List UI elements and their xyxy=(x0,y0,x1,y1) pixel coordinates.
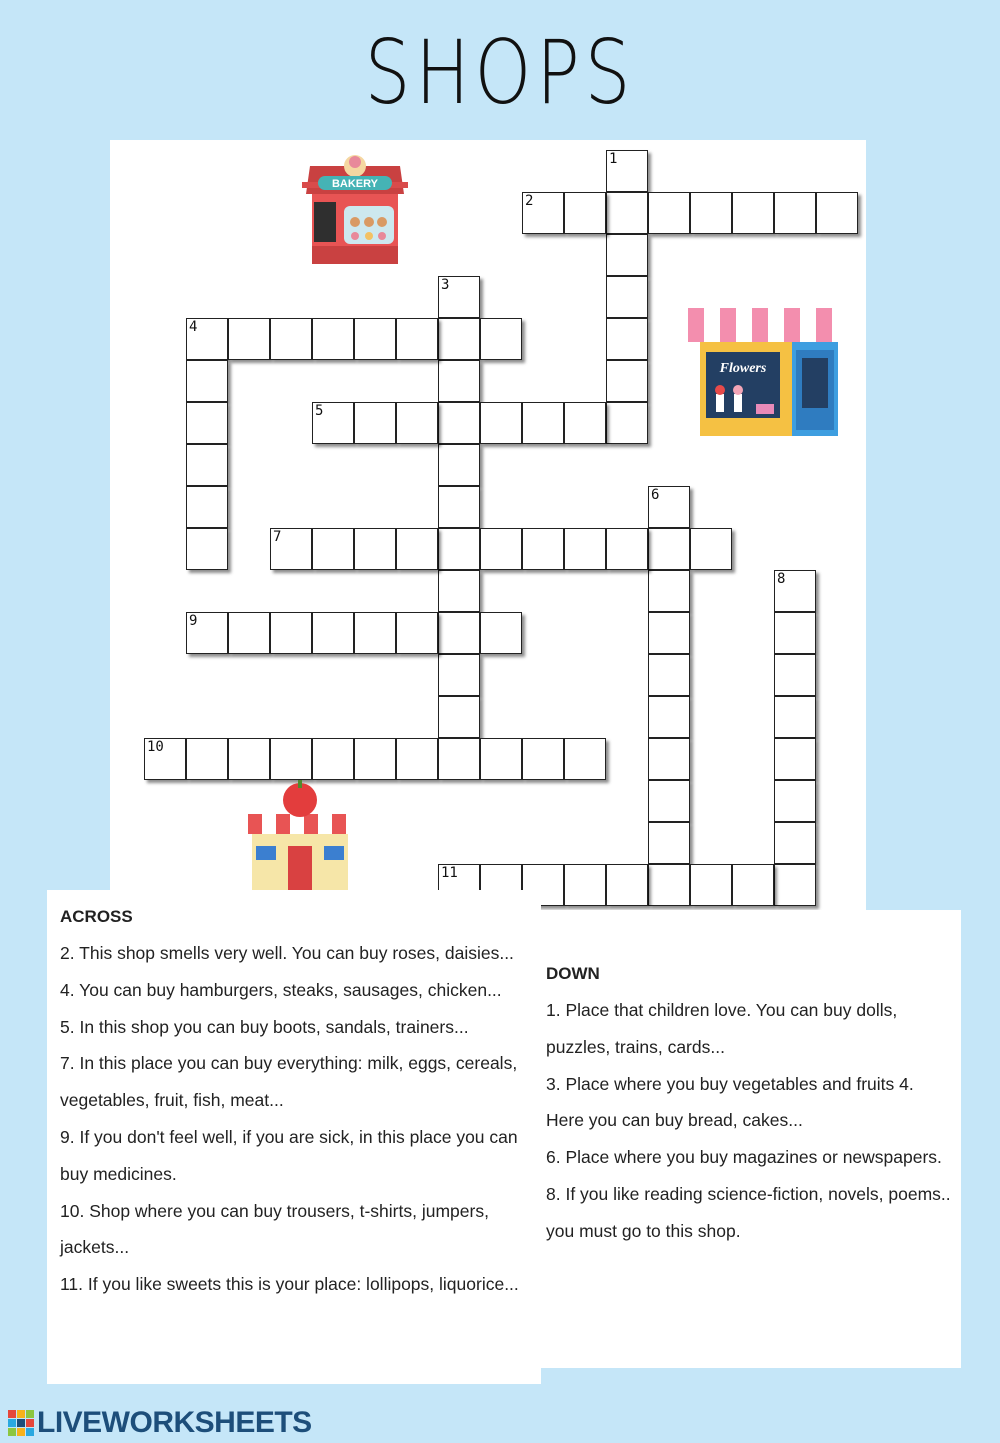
crossword-cell[interactable] xyxy=(438,570,480,612)
crossword-cell[interactable] xyxy=(396,402,438,444)
crossword-cell[interactable] xyxy=(606,864,648,906)
crossword-cell[interactable] xyxy=(522,192,564,234)
crossword-cell[interactable] xyxy=(312,402,354,444)
crossword-cell[interactable] xyxy=(480,738,522,780)
crossword-cell[interactable] xyxy=(480,402,522,444)
crossword-cell[interactable] xyxy=(732,864,774,906)
clue-number: 2 xyxy=(525,193,534,209)
crossword-cell[interactable] xyxy=(396,318,438,360)
crossword-cell[interactable] xyxy=(690,192,732,234)
clue-number: 3 xyxy=(441,277,450,293)
down-clue: 1. Place that children love. You can buy dolls, puzzles, trains, cards... xyxy=(546,1000,898,1057)
crossword-cell[interactable] xyxy=(690,528,732,570)
crossword-cell[interactable] xyxy=(774,570,816,612)
crossword-cell[interactable] xyxy=(186,486,228,528)
across-clues-panel xyxy=(47,890,541,1384)
crossword-cell[interactable] xyxy=(354,738,396,780)
crossword-cell[interactable] xyxy=(144,738,186,780)
crossword-cell[interactable] xyxy=(354,612,396,654)
crossword-cell[interactable] xyxy=(648,528,690,570)
crossword-cell[interactable] xyxy=(438,486,480,528)
down-clues-panel xyxy=(532,910,961,1368)
greengrocer-shop-icon xyxy=(244,780,356,892)
across-clue: 5. In this shop you can buy boots, sandals, trainers... xyxy=(60,1016,469,1037)
crossword-cell[interactable] xyxy=(228,738,270,780)
flower-shop-icon xyxy=(686,306,852,438)
crossword-cell[interactable] xyxy=(606,402,648,444)
clue-number: 4 xyxy=(189,319,198,335)
crossword-cell[interactable] xyxy=(774,780,816,822)
crossword-cell[interactable] xyxy=(648,654,690,696)
clue-number: 9 xyxy=(189,613,198,629)
crossword-cell[interactable] xyxy=(396,738,438,780)
crossword-cell[interactable] xyxy=(816,192,858,234)
crossword-cell[interactable] xyxy=(522,528,564,570)
crossword-cell[interactable] xyxy=(564,402,606,444)
crossword-cell[interactable] xyxy=(438,444,480,486)
crossword-cell[interactable] xyxy=(396,528,438,570)
crossword-cell[interactable] xyxy=(648,822,690,864)
clue-number: 10 xyxy=(147,739,164,755)
crossword-cell[interactable] xyxy=(606,528,648,570)
crossword-cell[interactable] xyxy=(774,654,816,696)
crossword-cell[interactable] xyxy=(270,612,312,654)
crossword-cell[interactable] xyxy=(564,192,606,234)
crossword-cell[interactable] xyxy=(438,528,480,570)
crossword-cell[interactable] xyxy=(480,612,522,654)
crossword-cell[interactable] xyxy=(396,612,438,654)
crossword-cell[interactable] xyxy=(438,360,480,402)
clue-number: 6 xyxy=(651,487,660,503)
page-title: SHOPS xyxy=(364,21,636,124)
crossword-cell[interactable] xyxy=(312,318,354,360)
crossword-cell[interactable] xyxy=(606,276,648,318)
crossword-cell[interactable] xyxy=(228,318,270,360)
svg-text:BAKERY: BAKERY xyxy=(331,178,379,190)
clue-number: 5 xyxy=(315,403,324,419)
crossword-cell[interactable] xyxy=(438,402,480,444)
down-clue-list xyxy=(546,992,951,1250)
crossword-cell[interactable] xyxy=(354,318,396,360)
crossword-cell[interactable] xyxy=(774,696,816,738)
crossword-cell[interactable] xyxy=(186,402,228,444)
bakery-shop-icon xyxy=(302,154,408,266)
crossword-cell[interactable] xyxy=(438,654,480,696)
across-clue: 7. In this place you can buy everything: milk, eggs, cereals, vegetables, fruit, fish, meat... xyxy=(60,1053,518,1111)
clue-number: 7 xyxy=(273,529,282,545)
across-clue: 4. You can buy hamburgers, steaks, sausages, chicken... xyxy=(60,979,502,1000)
down-clue: 8. If you like reading science-fiction, novels, poems.. you must go to this shop. xyxy=(546,1183,951,1241)
crossword-cell[interactable] xyxy=(606,234,648,276)
crossword-cell[interactable] xyxy=(186,738,228,780)
crossword-cell[interactable] xyxy=(438,612,480,654)
across-clue: 2. This shop smells very well. You can buy roses, daisies... xyxy=(60,943,514,963)
crossword-cell[interactable] xyxy=(648,612,690,654)
down-clue: 3. Place where you buy vegetables and fruits 4. Here you can buy bread, cakes... xyxy=(546,1073,914,1131)
crossword-cell[interactable] xyxy=(186,612,228,654)
crossword-cell[interactable] xyxy=(774,192,816,234)
across-clue: 11. If you like sweets this is your place: lollipops, liquorice... xyxy=(60,1274,519,1295)
crossword-cell[interactable] xyxy=(522,738,564,780)
crossword-cell[interactable] xyxy=(564,528,606,570)
logo-mark-icon xyxy=(8,1410,34,1436)
crossword-cell[interactable] xyxy=(312,738,354,780)
crossword-cell[interactable] xyxy=(438,738,480,780)
across-clue: 9. If you don't feel well, if you are sick, in this place you can buy medicines. xyxy=(60,1126,518,1184)
crossword-cell[interactable] xyxy=(564,864,606,906)
crossword-cell[interactable] xyxy=(186,528,228,570)
svg-text:Flowers: Flowers xyxy=(719,361,767,376)
clue-number: 8 xyxy=(777,571,786,587)
crossword-cell[interactable] xyxy=(690,864,732,906)
crossword-cell[interactable] xyxy=(186,318,228,360)
crossword-cell[interactable] xyxy=(186,360,228,402)
crossword-cell[interactable] xyxy=(312,612,354,654)
crossword-cell[interactable] xyxy=(354,528,396,570)
crossword-cell[interactable] xyxy=(270,738,312,780)
down-clue: 6. Place where you buy magazines or newspapers. xyxy=(546,1147,942,1168)
crossword-cell[interactable] xyxy=(774,822,816,864)
across-heading: ACROSS xyxy=(60,907,133,926)
crossword-cell[interactable] xyxy=(774,738,816,780)
crossword-cell[interactable] xyxy=(438,696,480,738)
liveworksheets-logo xyxy=(8,1405,312,1441)
crossword-cell[interactable] xyxy=(438,318,480,360)
crossword-cell[interactable] xyxy=(606,360,648,402)
crossword-cell[interactable] xyxy=(270,318,312,360)
crossword-cell[interactable] xyxy=(732,192,774,234)
crossword-cell[interactable] xyxy=(648,192,690,234)
crossword-cell[interactable] xyxy=(354,402,396,444)
crossword-cell[interactable] xyxy=(774,612,816,654)
crossword-cell[interactable] xyxy=(228,612,270,654)
crossword-cell[interactable] xyxy=(186,444,228,486)
crossword-cell[interactable] xyxy=(648,738,690,780)
brand-name: LIVEWORKSHEETS xyxy=(37,1406,312,1439)
down-heading: DOWN xyxy=(546,964,600,983)
crossword-cell[interactable] xyxy=(648,696,690,738)
crossword-cell[interactable] xyxy=(648,864,690,906)
crossword-cell[interactable] xyxy=(648,780,690,822)
crossword-cell[interactable] xyxy=(564,738,606,780)
crossword-cell[interactable] xyxy=(606,150,648,192)
crossword-cell[interactable] xyxy=(522,402,564,444)
crossword-cell[interactable] xyxy=(312,528,354,570)
crossword-cell[interactable] xyxy=(480,528,522,570)
crossword-cell[interactable] xyxy=(648,486,690,528)
crossword-cell[interactable] xyxy=(438,276,480,318)
clue-number: 11 xyxy=(441,865,458,881)
clue-number: 1 xyxy=(609,151,618,167)
crossword-cell[interactable] xyxy=(774,864,816,906)
crossword-cell[interactable] xyxy=(480,318,522,360)
across-clue: 10. Shop where you can buy trousers, t-shirts, jumpers, jackets... xyxy=(60,1200,489,1258)
crossword-board xyxy=(110,140,866,910)
crossword-cell[interactable] xyxy=(606,318,648,360)
across-clue-list xyxy=(60,935,530,1303)
crossword-cell[interactable] xyxy=(270,528,312,570)
crossword-cell[interactable] xyxy=(606,192,648,234)
crossword-cell[interactable] xyxy=(648,570,690,612)
